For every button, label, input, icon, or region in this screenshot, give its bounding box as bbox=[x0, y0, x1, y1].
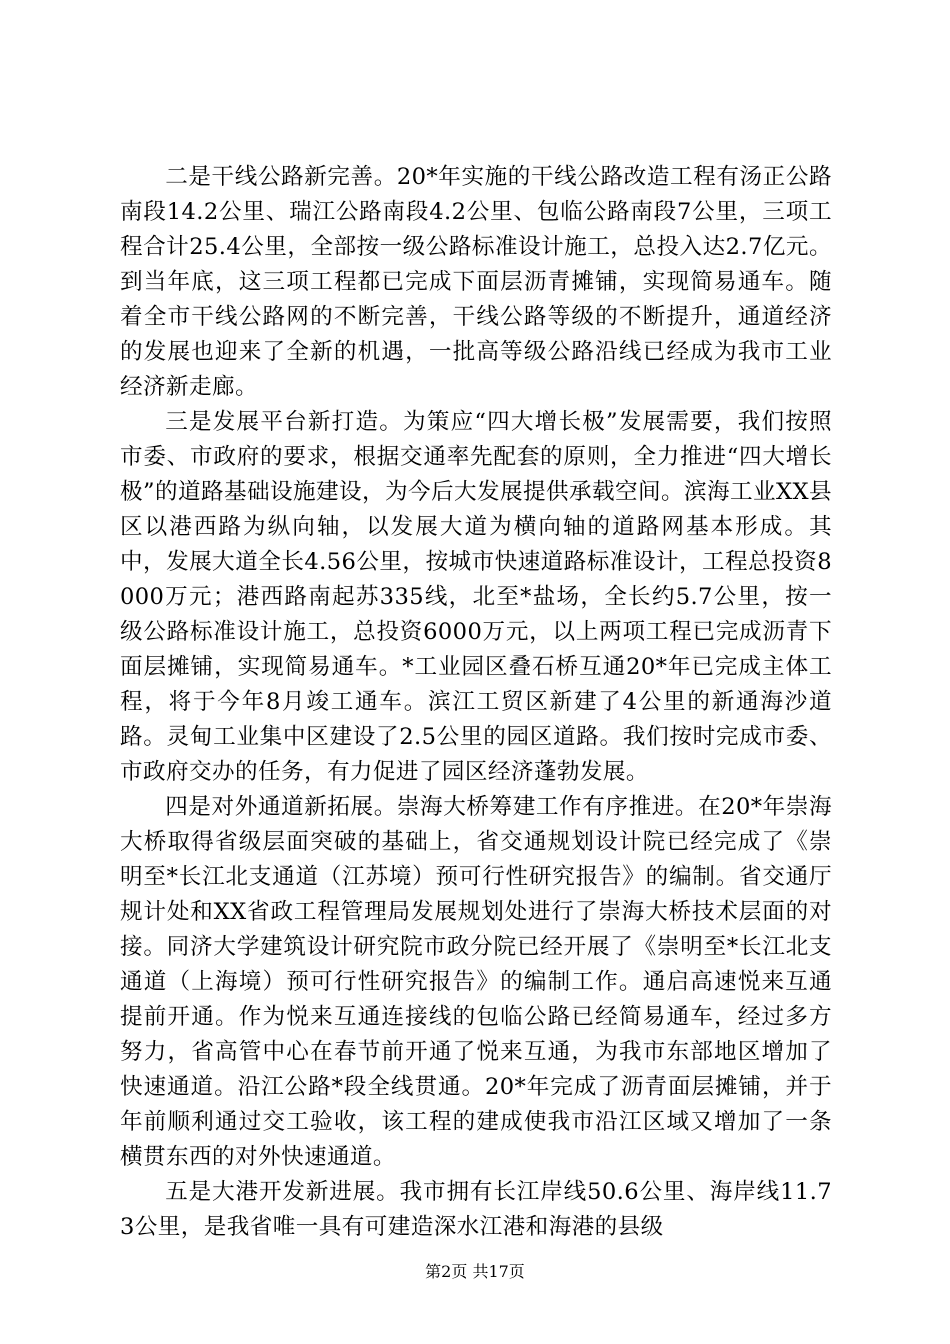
paragraph-port-development: 五是大港开发新进展。我市拥有长江岸线50.6公里、海岸线11.73公里，是我省唯一具有可建造深水江港和海港的县级 bbox=[120, 1179, 832, 1240]
page-number: 第2页 共17页 bbox=[425, 1262, 525, 1281]
paragraph-development-platform: 三是发展平台新打造。为策应“四大增长极”发展需要，我们按照市委、市政府的要求，根据交通率先配套的原则，全力推进“四大增长极”的道路基础设施建设，为今后大发展提供承载空间。滨海工业XX县区以港西路为纵向轴，以发展大道为横向轴的道路网基本形成。其中，发展大道全长4.56公里，按城市快速道路标准设计，工程总投资8000万元；港西路南起苏335线，北至*盐场，全长约5.7公里，按一级公路标准设计施工，总投资6000万元，以上两项工程已完成沥青下面层摊铺，实现简易通车。*工业园区叠石桥互通20*年已完成主体工程，将于今年8月竣工通车。滨江工贸区新建了4公里的新通海沙道路。灵甸工业集中区建设了2.5公里的园区道路。我们按时完成市委、市政府交办的任务，有力促进了园区经济蓬勃发展。 bbox=[120, 409, 832, 785]
document-body bbox=[120, 160, 832, 1245]
paragraph-external-channels: 四是对外通道新拓展。崇海大桥筹建工作有序推进。在20*年崇海大桥取得省级层面突破的基础上，省交通规划设计院已经完成了《崇明至*长江北支通道（江苏境）预可行性研究报告》的编制。省交通厅规计处和XX省政工程管理局发展规划处进行了崇海大桥技术层面的对接。同济大学建筑设计研究院市政分院已经开展了《崇明至*长江北支通道（上海境）预可行性研究报告》的编制工作。通启高速悦来互通提前开通。作为悦来互通连接线的包临公路已经简易通车，经过多方努力，省高管中心在春节前开通了悦来互通，为我市东部地区增加了快速通道。沿江公路*段全线贯通。20*年完成了沥青面层摊铺，并于年前顺利通过交工验收，该工程的建成使我市沿江区域又增加了一条横贯东西的对外快速通道。 bbox=[120, 794, 832, 1170]
paragraph-trunk-roads: 二是干线公路新完善。20*年实施的干线公路改造工程有汤正公路南段14.2公里、瑞江公路南段4.2公里、包临公路南段7公里，三项工程合计25.4公里，全部按一级公路标准设计施工，总投入达2.7亿元。到当年底，这三项工程都已完成下面层沥青摊铺，实现简易通车。随着全市干线公路网的不断完善，干线公路等级的不断提升，通道经济的发展也迎来了全新的机遇，一批高等级公路沿线已经成为我市工业经济新走廊。 bbox=[120, 164, 832, 400]
